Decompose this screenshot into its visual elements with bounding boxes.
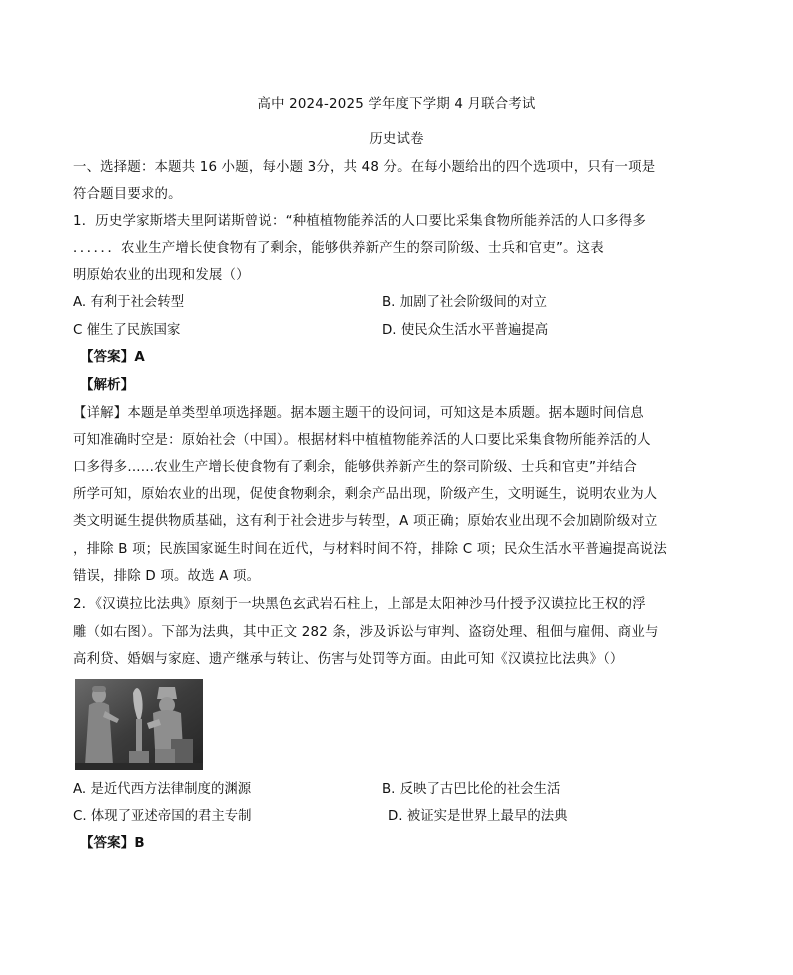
q1-detail-line: 所学可知，原始农业的出现，促使食物剩余，剩余产品出现，阶级产生，文明诞生，说明农业为人 (73, 487, 658, 502)
q1-option-d: D. 使民众生活水平普遍提高 (382, 323, 549, 338)
q2-option-d: D. 被证实是世界上最早的法典 (388, 809, 568, 824)
q1-stem-line1: 1．历史学家斯塔夫里阿诺斯曾说：“种植植物能养活的人口要比采集食物所能养活的人口多得多 (73, 214, 647, 229)
q2-stem-line3: 高利贷、婚姻与家庭、遗产继承与转让、伤害与处罚等方面。由此可知《汉谟拉比法典》（） (73, 652, 624, 667)
q1-option-b: B. 加剧了社会阶级间的对立 (382, 295, 547, 310)
q1-detail-line: 类文明诞生提供物质基础，这有利于社会进步与转型，A 项正确；原始农业出现不会加剧阶级对立 (73, 514, 658, 529)
q1-detail-line: 可知准确时空是：原始社会（中国）。根据材料中植植物能养活的人口要比采集食物所能养活的人 (73, 433, 651, 448)
q1-answer: 【答案】A (80, 350, 145, 365)
q1-detail-line: 【详解】本题是单类型单项选择题。据本题主题干的设问词，可知这是本质题。据本题时间信息 (73, 406, 644, 421)
q2-stem-line1: 2．《汉谟拉比法典》原刻于一块黑色玄武岩石柱上，上部是太阳神沙马什授予汉谟拉比王权的浮 (73, 597, 646, 612)
q1-detail-line: ，排除 B 项；民族国家诞生时间在近代，与材料时间不符，排除 C 项；民众生活水平普遍提高说法 (73, 542, 667, 557)
section-instruction-line1: 一、选择题：本题共 16 小题，每小题 3分，共 48 分。在每小题给出的四个选项中，只有一项是 (73, 160, 656, 175)
q2-stem-line2: 雕（如右图）。下部为法典，其中正文 282 条，涉及诉讼与审判、盗窃处理、租佃与雇佣、商业与 (73, 625, 659, 640)
q2-option-a: A. 是近代西方法律制度的渊源 (73, 782, 252, 797)
q1-stem-line3: 明原始农业的出现和发展（） (73, 268, 250, 283)
q1-option-c: C 催生了民族国家 (73, 323, 181, 338)
section-instruction-line2: 符合题目要求的。 (73, 187, 182, 202)
q1-option-a: A. 有利于社会转型 (73, 295, 185, 310)
exam-subject: 历史试卷 (369, 132, 424, 147)
q1-stem-line2: ．．．．．．农业生产增长使食物有了剩余，能够供养新产生的祭司阶级、士兵和官吏”。这表 (73, 241, 604, 256)
hammurabi-stele-relief-image (75, 679, 203, 770)
q1-analysis-label: 【解析】 (80, 378, 135, 393)
q2-answer: 【答案】B (80, 836, 145, 851)
q1-detail-line: 错误，排除 D 项。故选 A 项。 (73, 569, 261, 584)
q2-option-b: B. 反映了古巴比伦的社会生活 (382, 782, 561, 797)
exam-title: 高中 2024-2025 学年度下学期 4 月联合考试 (257, 97, 536, 112)
q2-option-c: C. 体现了亚述帝国的君主专制 (73, 809, 252, 824)
q1-detail-line: 口多得多......农业生产增长使食物有了剩余，能够供养新产生的祭司阶级、士兵和官吏”并结合 (73, 460, 637, 475)
